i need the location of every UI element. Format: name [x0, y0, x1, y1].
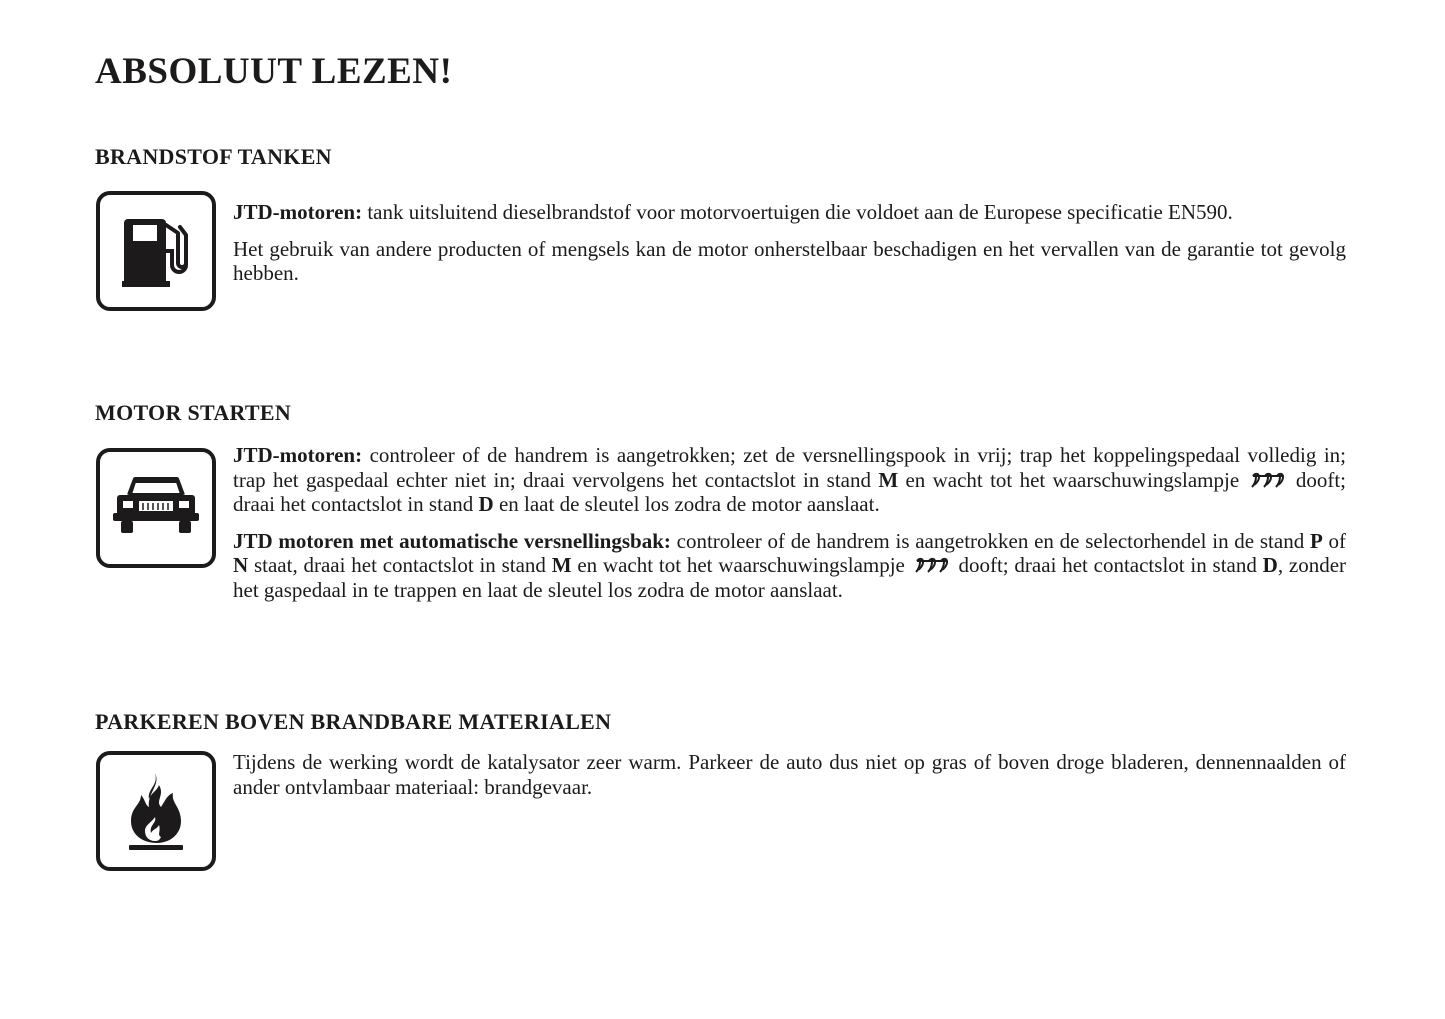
engine-start-icon-box [96, 448, 216, 568]
fuel-text [233, 200, 1346, 298]
fuel-paragraph-1: JTD-motoren: tank uitsluitend dieselbrandstof voor motorvoertuigen die voldoet aan de Europese specificatie EN590. [233, 200, 1233, 224]
fuel-pump-icon [116, 211, 196, 291]
flame-icon [121, 769, 191, 853]
fuel-paragraph-2: Het gebruik van andere producten of mengsels kan de motor onherstelbaar beschadigen en het vervallen van de garantie tot gevolg hebben. [233, 236, 1346, 285]
engine-start-paragraph-1: JTD-motoren: controleer of de handrem is aangetrokken; zet de versnellingspook in vrij; trap het koppelingspedaal volledig in; trap het gaspedaal echter niet in; draai vervolgens het contactslot in stand M en wacht tot het waarschuwingslampje dooft; draai het contactslot in stand D en laat de sleutel los zodra de motor aanslaat. [233, 443, 1346, 516]
section-heading-fuel: BRANDSTOF TANKEN [95, 144, 332, 169]
parking-text [233, 750, 1346, 811]
parking-paragraph-1: Tijdens de werking wordt de katalysator zeer warm. Parkeer de auto dus niet op gras of boven droge bladeren, dennennaalden of ander ontvlambaar materiaal: brandgevaar. [233, 750, 1346, 799]
engine-start-paragraph-2: JTD motoren met automatische versnellingsbak: controleer of de handrem is aangetrokken en de selectorhendel in de stand P of N staat, draai het contactslot in stand M en wacht tot het waarschuwingslampje dooft; draai het contactslot in stand D, zonder het gaspedaal in te trappen en laat de sleutel los zodra de motor aanslaat. [233, 528, 1347, 602]
section-heading-engine-start: MOTOR STARTEN [95, 400, 292, 425]
glow-plug-warning-icon [914, 557, 950, 575]
glow-plug-warning-icon [1250, 472, 1286, 490]
car-front-icon [111, 473, 201, 543]
section-heading-parking: PARKEREN BOVEN BRANDBARE MATERIALEN [95, 709, 612, 734]
parking-icon-box [96, 751, 216, 871]
engine-start-text [233, 443, 1346, 614]
page-title: ABSOLUUT LEZEN! [95, 51, 453, 92]
fuel-icon-box [96, 191, 216, 311]
